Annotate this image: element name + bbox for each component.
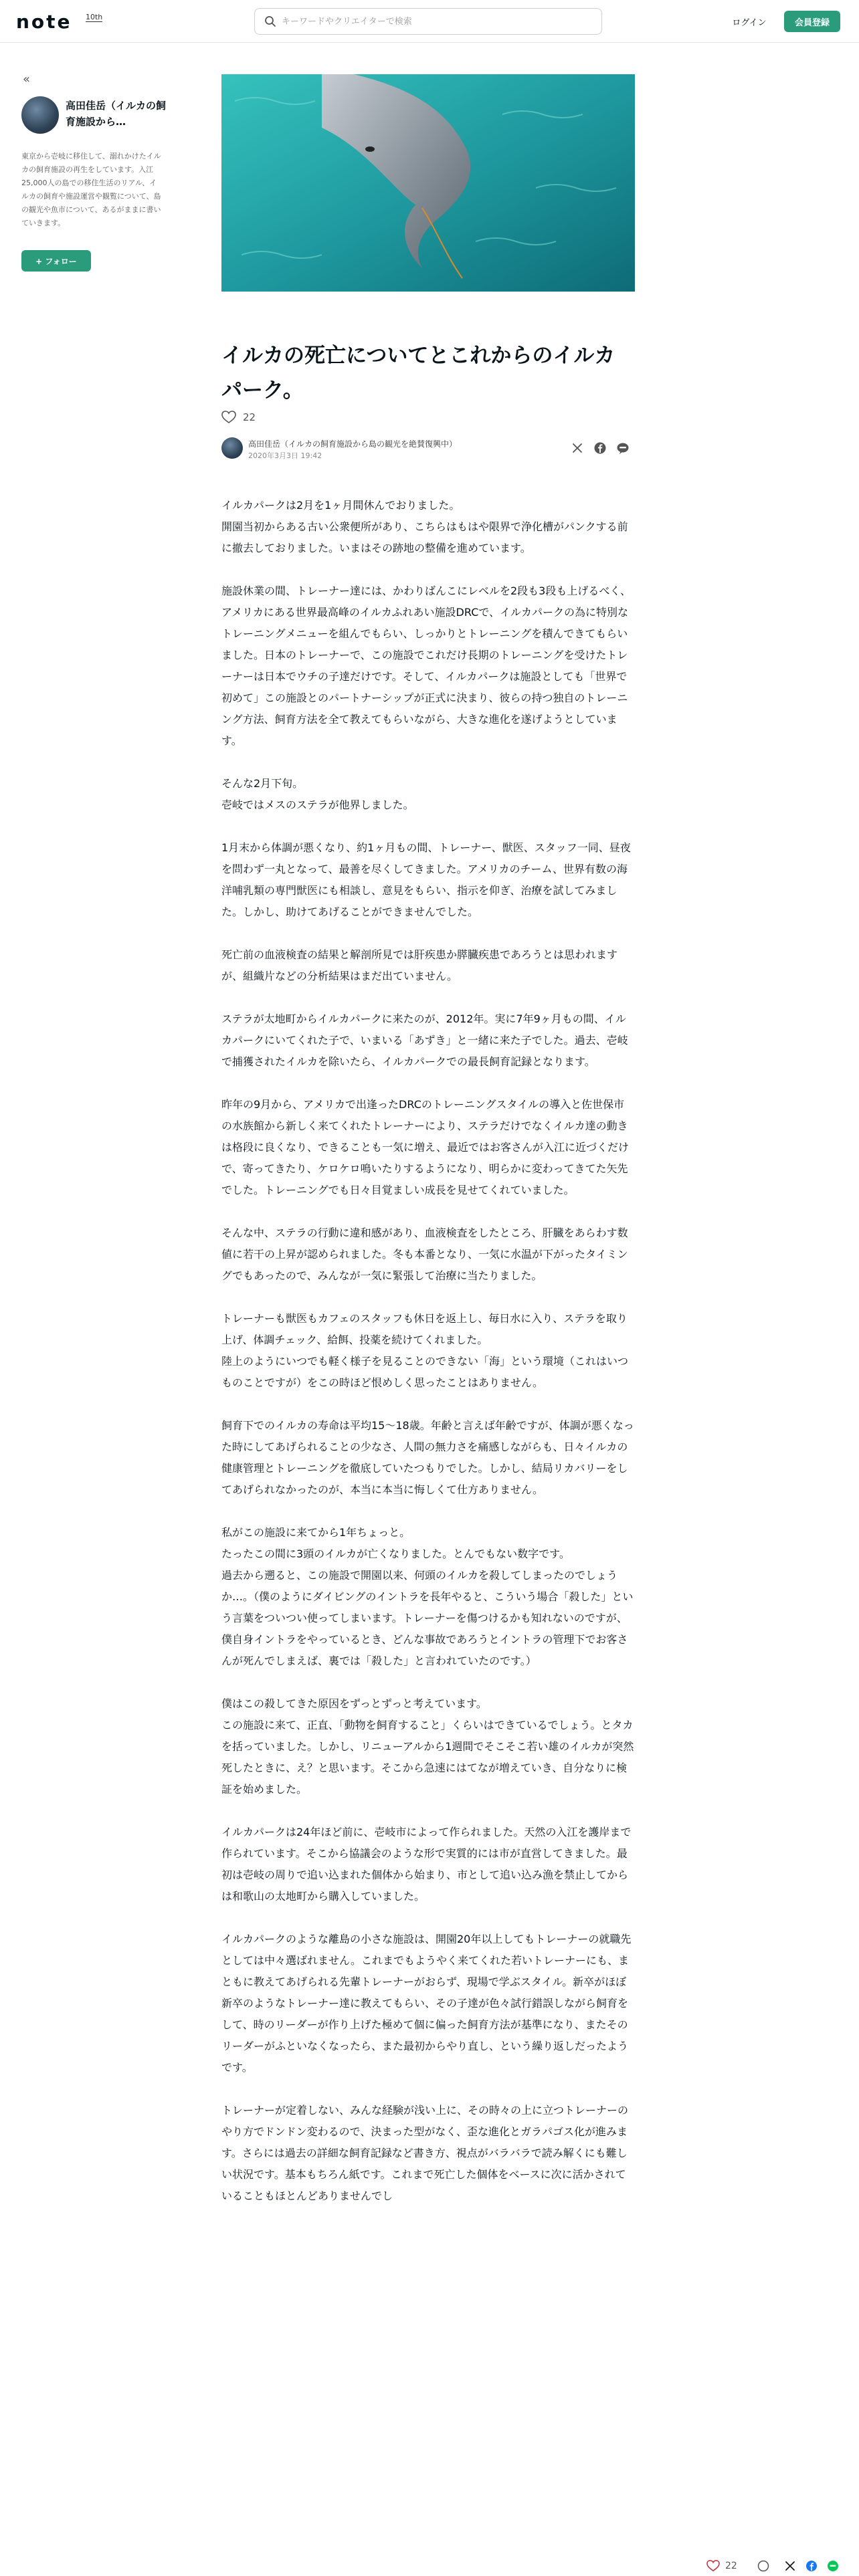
paragraph: 施設休業の間、トレーナー達には、かわりばんこにレベルを2段も3段も上げるべく、アメリカにある世界最高峰のイルカふれあい施設DRCで、イルカパークの為に特別なトレーニングメニューを組んでもらい、しっかりとトレーニングを積んできてもらいました。日本のトレーナーで、この施設でこれだけ長期のトレーニングを受けたトレーナーは日本でウチの子達だけです。そして、イルカパークは施設としても「世界で初めて」この施設とのパートナーシップが正式に決まり、彼らの持つ独自のトレーニング方法、飼育方法を全て教えてもらいながら、大きな進化を遂げようとしています。 xyxy=(221,584,632,747)
paragraph: 僕はこの殺してきた原因をずっとずっと考えています。 この施設に来て、正直、「動物を飼育すること」くらいはできているでしょう。とタカを括っていました。しかし、リニューアルから1週間でそこそこ若い雄のイルカが突然死したときに、え？と思います。そこから急速にはてなが増えていき、自分なりに検証を始めました。 xyxy=(221,1697,634,1796)
paragraph: 飼育下でのイルカの寿命は平均15〜18歳。年齢と言えば年齢ですが、体調が悪くなった時にしてあげられることの少なさ、人間の無力さを痛感しながらも、日々イルカの健康管理とトレーニングを徹底していたつもりでした。しかし、結局リカバリーをしてあげられなかったのが、本当に本当に悔しくて仕方ありません。 xyxy=(221,1419,634,1496)
collapse-sidebar-icon[interactable]: « xyxy=(23,72,31,86)
paragraph: そんな中、ステラの行動に違和感があり、血液検査をしたところ、肝臓をあらわす数値に若干の上昇が認められました。冬も本番となり、一気に水温が下がったタイミングでもあったので、みんなが一気に緊張して治療に当たりました。 xyxy=(221,1226,628,1282)
article-title: イルカの死亡についてとこれからのイルカパーク。 xyxy=(221,344,615,403)
paragraph: 私がこの施設に来てから1年ちょっと。 たったこの間に3頭のイルカが亡くなりました。とんでもない数字です。 過去から遡ると、この施設で開園以来、何頭のイルカを殺してしまったのでしょうか…。（僕のようにダイビングのイントラを長年やると、こういう場合「殺した」という言葉をついつい使ってしまいます。トレーナーを傷つけるかも知れないのですが、僕自身イントラをやっているとき、どんな事故であろうとイントラの管理下でお客さんが死んでしまえば、裏では「殺した」と言われていたのです。） xyxy=(221,1526,634,1667)
creator-avatar[interactable] xyxy=(21,96,59,134)
author-name[interactable]: 高田佳岳（イルカの飼育施設から島の観光を絶賛復興中） xyxy=(248,439,458,449)
search-box[interactable] xyxy=(254,8,602,35)
search-input[interactable] xyxy=(282,9,589,34)
search-icon xyxy=(264,15,276,27)
paragraph: ステラが太地町からイルカパークに来たのが、2012年。実に7年9ヶ月もの間、イルカパークにいてくれた子で、いまいる「あずき」と一緒に来た子でした。過去、壱岐で捕獲されたイルカを除いたら、イルカパークでの最長飼育記録となります。 xyxy=(221,1012,628,1068)
paragraph: イルカパークは2月を1ヶ月間休んでおりました。 開園当初からある古い公衆便所があり、こちらはもはや限界で浄化槽がパンクする前に撤去しておりました。いまはその跡地の整備を進めています。 xyxy=(221,499,628,554)
creator-name[interactable]: 高田佳岳（イルカの飼育施設から… xyxy=(66,100,167,128)
login-button[interactable]: ログイン xyxy=(723,12,776,31)
heart-icon[interactable] xyxy=(221,411,236,424)
paragraph: 昨年の9月から、アメリカで出逢ったDRCのトレーニングスタイルの導入と佐世保市の水族館から新しく来てくれたトレーナーにより、ステラだけでなくイルカ達の動きは格段に良くなり、できることも一気に増え、最近ではお客さんが入江に近づくだけで、寄ってきたり、ケロケロ鳴いたりするようになり、明らかに変わってきてた矢先でした。トレーニングでも日々目覚ましい成長を見せてくれていました。 xyxy=(221,1098,629,1196)
facebook-share-icon[interactable] xyxy=(805,2560,818,2572)
like-count: 22 xyxy=(243,411,256,423)
post-date: 2020年3月3日 19:42 xyxy=(248,451,322,460)
author-avatar[interactable] xyxy=(221,437,243,459)
paragraph: トレーナーが定着しない、みんな経験が浅い上に、その時々の上に立つトレーナーのやり方でドンドン変わるので、決まった型がなく、歪な進化とガラパゴス化が進みます。さらには過去の詳細な飼育記録など書き方、視点がバラバラで読み解くにも難しい状況です。基本もちろん紙です。これまで死亡した個体をベースに次に活かされていることもほとんどありませんでし xyxy=(221,2104,629,2202)
signup-button[interactable]: 会員登録 xyxy=(784,11,840,32)
hero-dolphin-image xyxy=(221,74,635,292)
anniversary-badge: 10th xyxy=(86,13,103,21)
paragraph: 1月末から体調が悪くなり、約1ヶ月もの間、トレーナー、獣医、スタッフ一同、昼夜を問わず一丸となって、最善を尽くしてきました。アメリカのチーム、世界有数の海洋哺乳類の専門獣医にも相談し、意見をもらい、指示を仰ぎ、治療を試してみました。しかし、助けてあげることができませんでした。 xyxy=(221,841,631,918)
dolphin-illustration xyxy=(221,74,635,292)
line-share-icon[interactable] xyxy=(616,441,630,455)
paragraph: イルカパークは24年ほど前に、壱岐市によって作られました。天然の入江を護岸まで作られています。そこから協議会のような形で実質的には市が直営してきました。最初は壱岐の周りで追い込まれた個体から始まり、市として追い込み漁を禁止してからは和歌山の太地町から購入していました。 xyxy=(221,1826,632,1903)
comment-icon[interactable] xyxy=(757,2560,769,2572)
paragraph: イルカパークのような離島の小さな施設は、開園20年以上してもトレーナーの就職先としては中々選ばれません。これまでもようやく来てくれた若いトレーナーにも、まともに教えてあげられる先輩トレーナーがおらず、現場で学ぶスタイル。新卒がほぼ新卒のようなトレーナー達に教えてもらい、その子達が色々試行錯誤しながら飼育をして、時のリーダーが作り上げた極めて個に偏った飼育方法が基準になり、またそのリーダーがふといなくなったら、また最初からやり直し、という繰り返しだったようです。 xyxy=(221,1933,632,2074)
paragraph: トレーナーも獣医もカフェのスタッフも休日を返上し、毎日水に入り、ステラを取り上げ、体調チェック、給餌、投薬を続けてくれました。 陸上のようにいつでも軽く様子を見ることのできない「海」という環境（これはいつものことですが）をこの時ほど恨めしく思ったことはありません。 xyxy=(221,1312,629,1389)
heart-icon[interactable] xyxy=(706,2560,720,2572)
line-share-icon[interactable] xyxy=(827,2560,839,2572)
article-body xyxy=(221,495,635,2228)
follow-button[interactable]: + フォロー xyxy=(21,250,91,272)
floating-like-count: 22 xyxy=(725,2561,737,2571)
floating-action-bar xyxy=(696,2556,859,2576)
site-header xyxy=(0,0,859,43)
facebook-share-icon[interactable] xyxy=(593,441,607,455)
x-share-icon[interactable] xyxy=(571,441,584,455)
paragraph: 死亡前の血液検査の結果と解剖所見では肝疾患か膵臓疾患であろうとは思われますが、組織片などの分析結果はまだ出ていません。 xyxy=(221,948,618,982)
x-share-icon[interactable] xyxy=(784,2560,796,2572)
creator-bio: 東京から壱岐に移住して、溺れかけたイルカの飼育施設の再生をしています。入江25,000人の島での移住生活のリアル、イルカの飼育や施設運営や観覧について、島の観光や魚市について、あるがままに書いていきます。 xyxy=(21,152,161,227)
note-logo[interactable]: note xyxy=(16,11,72,33)
paragraph: そんな2月下旬。 壱岐ではメスのステラが他界しました。 xyxy=(221,777,414,811)
